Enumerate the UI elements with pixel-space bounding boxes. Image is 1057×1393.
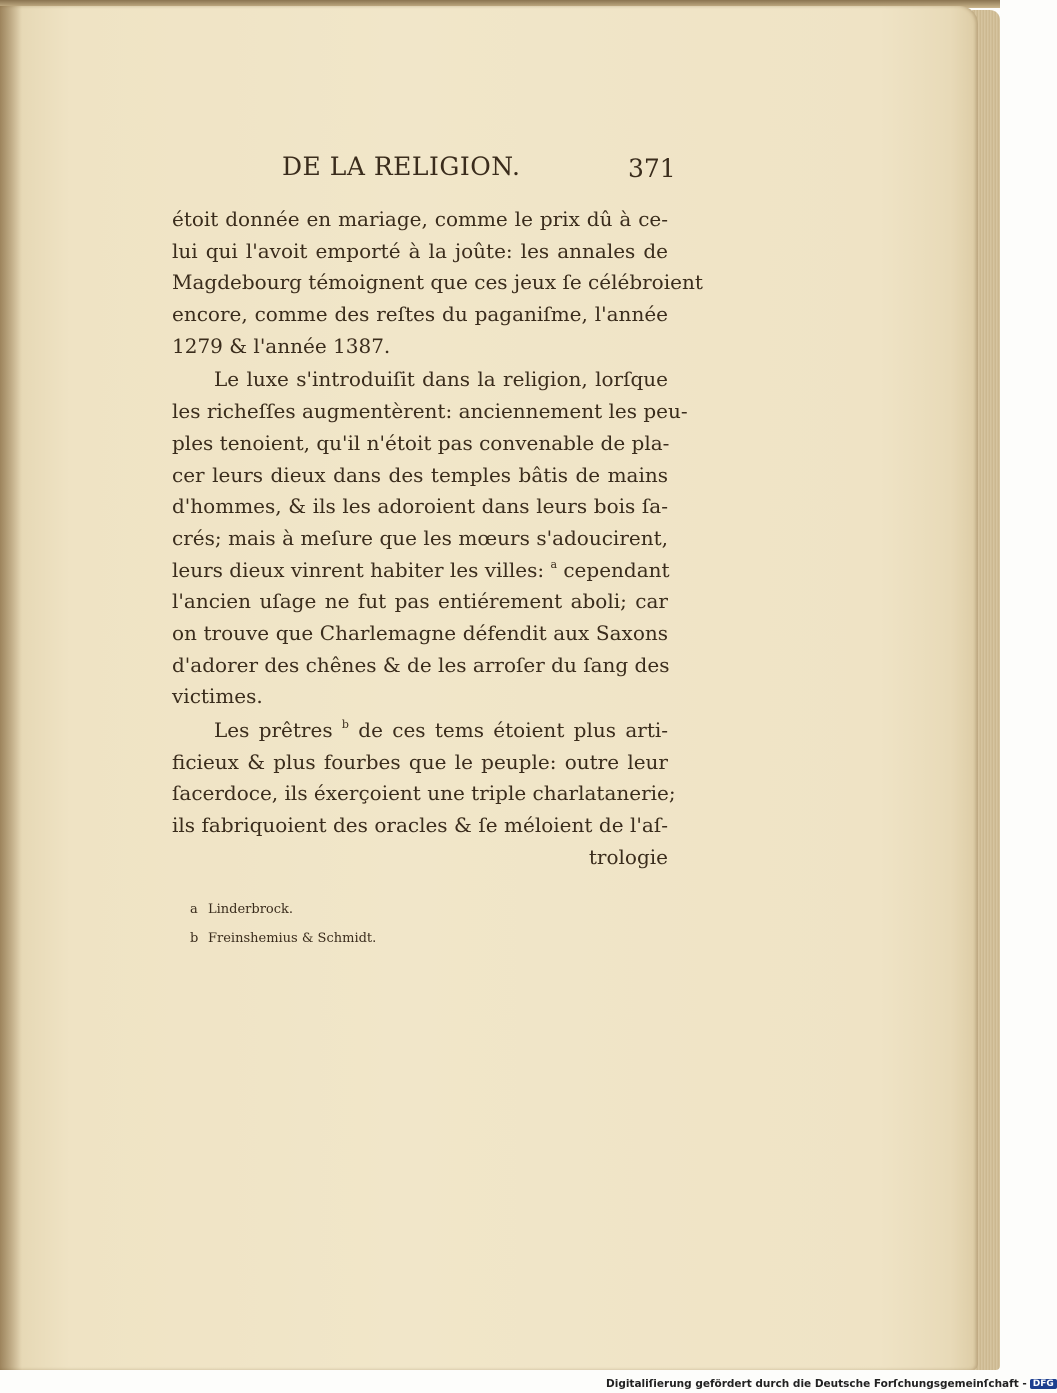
- book-gutter-shadow: [0, 6, 22, 1370]
- footnote-item: [190, 928, 376, 957]
- text-line: encore, comme des reſtes du paganiſme, l'année: [172, 302, 668, 327]
- text-line: lui qui l'avoit emporté à la joûte: les annales de: [172, 238, 668, 263]
- text-line: cer leurs dieux dans des temples bâtis de mains: [172, 462, 668, 487]
- digitization-banner: [606, 1378, 1057, 1390]
- footnotes: [190, 899, 376, 957]
- running-head: DE LA RELIGION.: [282, 152, 521, 181]
- banner-text: Digitaliſierung gefördert durch die Deutsche Forſchungsgemeinſchaft -: [606, 1378, 1027, 1390]
- page-number: 371: [628, 154, 676, 183]
- footnote-mark: b: [190, 931, 199, 946]
- line-end: cependant: [563, 557, 670, 582]
- text-line: victimes.: [172, 684, 263, 709]
- text-line: l'ancien uſage ne fut pas entiérement aboli; car: [172, 589, 668, 614]
- text-line-with-note: [172, 715, 668, 747]
- text-line: d'adorer des chênes & de les arroſer du ſang des: [172, 652, 670, 677]
- dfg-logo: DFG: [1030, 1379, 1057, 1389]
- text-line: Magdebourg témoignent que ces jeux ſe célébroient: [172, 270, 703, 295]
- footnote-text: Freinshemius & Schmidt.: [208, 931, 377, 946]
- text-line: on trouve que Charlemagne défendit aux Saxons: [172, 620, 668, 645]
- text-line-with-note: [172, 555, 668, 587]
- body-text: [172, 204, 703, 873]
- text-line: ficieux & plus fourbes que le peuple: outre leur: [172, 749, 668, 774]
- text-line: 1279 & l'année 1387.: [172, 333, 391, 358]
- catchword: trologie: [588, 844, 668, 869]
- text-line: ſacerdoce, ils éxerçoient une triple charlatanerie;: [172, 781, 676, 806]
- footnote-mark: a: [190, 902, 198, 917]
- footnote-text: Linderbrock.: [208, 902, 294, 917]
- line-start: Les prêtres: [214, 718, 333, 742]
- text-line: les richeſſes augmentèrent: anciennement les peu-: [172, 399, 688, 424]
- text-line: crés; mais à meſure que les mœurs s'adoucirent,: [172, 525, 668, 550]
- footnote-item: [190, 899, 376, 928]
- text-line: ples tenoient, qu'il n'étoit pas convenable de pla-: [172, 430, 670, 455]
- note-marker-a: a: [550, 557, 557, 571]
- text-line: Le luxe s'introduiſit dans la religion, lorſque: [214, 367, 668, 392]
- note-marker-b: b: [341, 718, 349, 731]
- line-end: de ces tems étoient plus arti-: [358, 718, 669, 742]
- text-line: ils fabriquoient des oracles & ſe méloient de l'aſ-: [172, 813, 668, 838]
- text-line: d'hommes, & ils les adoroient dans leurs bois ſa-: [172, 494, 668, 519]
- text-line: étoit donnée en mariage, comme le prix dû à ce-: [172, 207, 668, 231]
- line-start: leurs dieux vinrent habiter les villes:: [172, 557, 545, 582]
